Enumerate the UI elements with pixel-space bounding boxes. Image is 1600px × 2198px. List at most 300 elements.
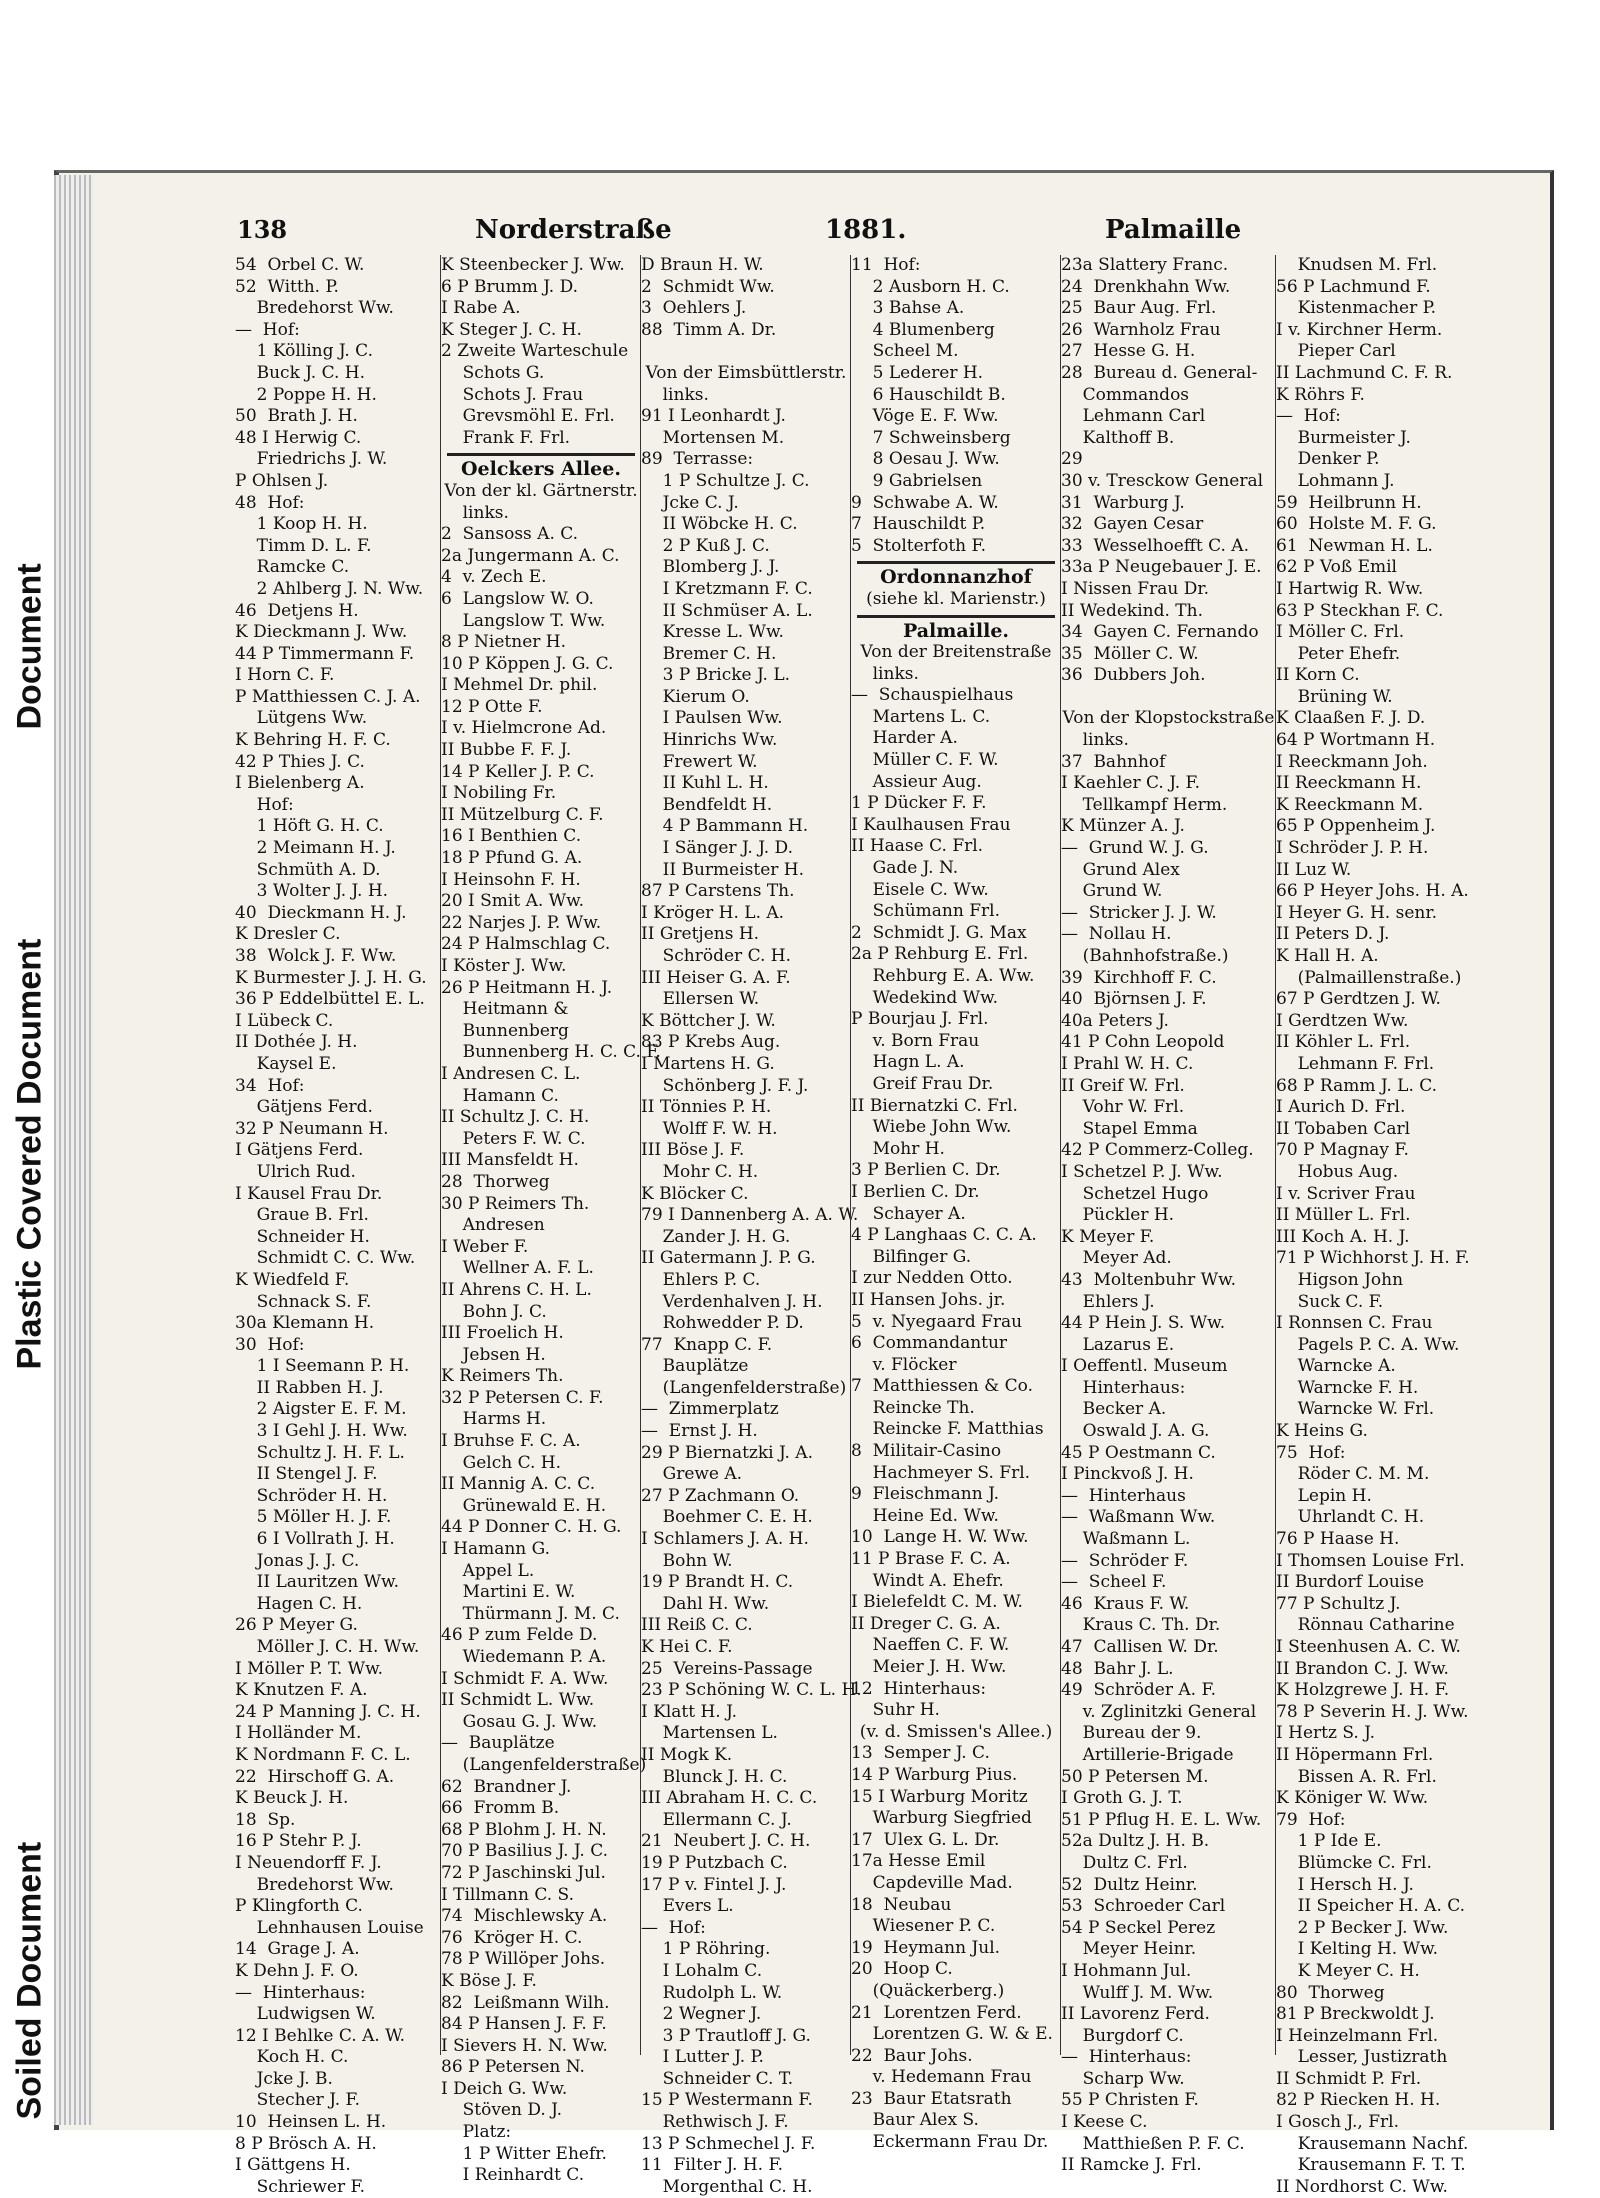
- directory-entry: II Dothée J. H.: [235, 1032, 358, 1053]
- directory-entry: Kraus C. Th. Dr.: [1061, 1615, 1221, 1636]
- directory-entry: Krausemann Nachf.: [1276, 2133, 1469, 2154]
- directory-entry: II Tobaben Carl: [1276, 1118, 1411, 1139]
- directory-entry: 72 P Jaschinski Jul.: [441, 1862, 606, 1883]
- directory-entry: 16 I Benthien C.: [441, 826, 582, 847]
- directory-entry: I Thomsen Louise Frl.: [1276, 1550, 1465, 1571]
- directory-entry: I Weber F.: [441, 1236, 529, 1257]
- directory-entry: Schönberg J. F. J.: [641, 1075, 809, 1096]
- directory-entry: II Luz W.: [1276, 859, 1352, 880]
- directory-entry: (Langenfelderstraße): [441, 1754, 647, 1775]
- directory-entry: I Klatt H. J.: [641, 1701, 737, 1722]
- directory-entry: I Hersch H. J.: [1276, 1874, 1414, 1895]
- directory-entry: Harder A.: [851, 728, 958, 749]
- directory-entry: 62 P Voß Emil: [1276, 557, 1397, 578]
- directory-entry: 1 P Witter Ehefr.: [441, 2143, 607, 2164]
- directory-entry: Koch H. C.: [235, 2047, 349, 2068]
- directory-entry: II Tönnies P. H.: [641, 1097, 772, 1118]
- directory-entry: II Lauritzen Ww.: [235, 1572, 399, 1593]
- directory-entry: I Schröder J. P. H.: [1276, 838, 1429, 859]
- directory-entry: 46 Kraus F. W.: [1061, 1593, 1190, 1614]
- directory-entry: Rönnau Catharine: [1276, 1615, 1455, 1636]
- directory-page: [235, 215, 1540, 2197]
- directory-entry: Tellkampf Herm.: [1061, 794, 1228, 815]
- directory-entry: Kierum O.: [641, 686, 750, 707]
- directory-entry: 9 Fleischmann J.: [851, 1484, 1000, 1505]
- directory-entry: 80 Thorweg: [1276, 1982, 1385, 2003]
- directory-entry: 87 P Carstens Th.: [641, 881, 795, 902]
- directory-entry: I Tillmann C. S.: [441, 1884, 574, 1905]
- directory-entry: K Burmester J. J. H. G.: [235, 967, 427, 988]
- directory-entry: 1 P Dücker F. F.: [851, 793, 987, 814]
- directory-entry: Wulff J. M. Ww.: [1061, 1982, 1214, 2003]
- column-4: [850, 255, 1061, 2153]
- directory-entry: 31 Warburg J.: [1061, 492, 1185, 513]
- directory-entry: II Schmüser A. L.: [641, 600, 813, 621]
- year: 1881.: [825, 215, 907, 245]
- directory-entry: 36 Dubbers Joh.: [1061, 665, 1206, 686]
- directory-entry: 4 P Bammann H.: [641, 816, 809, 837]
- directory-entry: Vöge E. F. Ww.: [851, 406, 999, 427]
- directory-entry: Waßmann L.: [1061, 1529, 1191, 1550]
- directory-entry: 52 Dultz Heinr.: [1061, 1874, 1198, 1895]
- directory-entry: III Koch A. H. J.: [1276, 1226, 1410, 1247]
- directory-entry: I Lübeck C.: [235, 1010, 334, 1031]
- directory-entry: 27 Hesse G. H.: [1061, 341, 1196, 362]
- directory-entry: III Böse J. F.: [641, 1140, 745, 1161]
- directory-entry: Boehmer C. E. H.: [641, 1507, 813, 1528]
- directory-entry: 77 P Schultz J.: [1276, 1593, 1401, 1614]
- directory-entry: P Ohlsen J.: [235, 470, 329, 491]
- directory-entry: Hagen C. H.: [235, 1593, 363, 1614]
- directory-entry: 6 P Brumm J. D.: [441, 276, 579, 297]
- directory-entry: Stecher J. F.: [235, 2090, 361, 2111]
- directory-entry: Hinrichs Ww.: [641, 730, 778, 751]
- directory-entry: K Böse J. F.: [441, 1970, 537, 1991]
- directory-entry: Oswald J. A. G.: [1061, 1421, 1210, 1442]
- directory-entry: I Horn C. F.: [235, 665, 335, 686]
- directory-entry: 6 I Vollrath J. H.: [235, 1529, 395, 1550]
- directory-entry: Evers L.: [641, 1896, 734, 1917]
- directory-entry: K Reimers Th.: [441, 1366, 564, 1387]
- page-edges: [54, 175, 94, 2125]
- directory-entry: Warncke W. Frl.: [1276, 1399, 1435, 1420]
- directory-entry: 13 Semper J. C.: [851, 1743, 990, 1764]
- directory-entry: II Bubbe F. F. J.: [441, 740, 572, 761]
- directory-entry: 40 Dieckmann H. J.: [235, 902, 407, 923]
- directory-entry: I Kelting H. Ww.: [1276, 1939, 1439, 1960]
- directory-entry: Scharp Ww.: [1061, 2068, 1185, 2089]
- directory-entry: Schümann Frl.: [851, 901, 1000, 922]
- directory-entry: Dahl H. Ww.: [641, 1593, 770, 1614]
- directory-entry: 23 Baur Etatsrath: [851, 2088, 1012, 2109]
- directory-entry: 34 Hof:: [235, 1075, 305, 1096]
- directory-entry: 68 P Blohm J. H. N.: [441, 1819, 607, 1840]
- directory-entry: 30a Klemann H.: [235, 1313, 375, 1334]
- directory-entry: I Hohmann Jul.: [1061, 1960, 1192, 1981]
- directory-entry: II Höpermann Frl.: [1276, 1744, 1434, 1765]
- directory-entry: Schröder C. H.: [641, 946, 792, 966]
- directory-entry: Hamann C.: [441, 1085, 559, 1106]
- directory-entry: II Ahrens C. H. L.: [441, 1279, 592, 1300]
- directory-entry: Knudsen M. Frl.: [1276, 255, 1438, 275]
- directory-entry: II Mogk K.: [641, 1744, 733, 1765]
- directory-entry: Kaysel E.: [235, 1053, 337, 1074]
- directory-entry: I Gerdtzen Ww.: [1276, 1010, 1409, 1031]
- directory-entry: Lazarus E.: [1061, 1334, 1175, 1355]
- directory-entry: K Nordmann F. C. L.: [235, 1744, 411, 1765]
- directory-entry: K Heins G.: [1276, 1421, 1368, 1442]
- directory-entry: I Sänger J. J. D.: [641, 838, 793, 859]
- directory-entry: P Matthiessen C. J. A.: [235, 686, 421, 707]
- directory-entry: — Grund W. J. G.: [1061, 838, 1209, 859]
- directory-entry: Schots J. Frau: [441, 384, 584, 405]
- directory-entry: Blomberg J. J.: [641, 557, 780, 578]
- directory-entry: Grund Alex: [1061, 859, 1180, 880]
- directory-entry: 13 P Schmechel J. F.: [641, 2133, 816, 2154]
- directory-entry: Wiesener P. C.: [851, 1916, 996, 1937]
- directory-entry: Lorentzen G. W. & E.: [851, 2024, 1053, 2045]
- directory-entry: I Ronnsen C. Frau: [1276, 1313, 1433, 1334]
- directory-entry: 18 P Pfund G. A.: [441, 848, 583, 869]
- directory-entry: Hobus Aug.: [1276, 1161, 1399, 1182]
- directory-entry: 24 P Manning J. C. H.: [235, 1701, 421, 1722]
- directory-entry: I Möller P. T. Ww.: [235, 1658, 384, 1679]
- directory-entry: 42 P Thies J. C.: [235, 751, 365, 772]
- directory-entry: III Froelich H.: [441, 1323, 564, 1344]
- section-heading: Palmaille.: [902, 619, 1010, 642]
- directory-entry: P Bourjau J. Frl.: [851, 1009, 989, 1030]
- directory-entry: 19 Heymann Jul.: [851, 1937, 1001, 1958]
- directory-entry: Mohr H.: [851, 1138, 945, 1159]
- directory-entry: Gade J. N.: [851, 858, 959, 879]
- directory-entry: 14 P Keller J. P. C.: [441, 761, 595, 782]
- directory-entry: Verdenhalven J. H.: [641, 1291, 823, 1312]
- directory-entry: Kalthoff B.: [1061, 427, 1175, 448]
- directory-entry: II Mützelburg C. F.: [441, 804, 604, 825]
- directory-entry: K Claaßen F. J. D.: [1276, 708, 1426, 729]
- directory-entry: 9 Schwabe A. W.: [851, 492, 999, 513]
- directory-entry: Thürmann J. M. C.: [441, 1603, 620, 1624]
- column-3: [640, 255, 862, 2197]
- directory-entry: links.: [1061, 730, 1129, 751]
- directory-entry: — Schauspielhaus: [851, 685, 1014, 706]
- section-rule: [857, 615, 1055, 618]
- directory-entry: Stapel Emma: [1061, 1118, 1198, 1139]
- directory-entry: Burgdorf C.: [1061, 2025, 1184, 2046]
- directory-entry: — Hof:: [1276, 406, 1341, 427]
- directory-entry: Lesser, Justizrath: [1276, 2047, 1448, 2068]
- directory-entry: K Münzer A. J.: [1061, 816, 1185, 837]
- directory-entry: Vohr W. Frl.: [1061, 1097, 1185, 1118]
- directory-entry: I Kaulhausen Frau: [851, 814, 1011, 835]
- directory-entry: 2 Meimann H. J.: [235, 838, 396, 859]
- directory-entry: 3 Oehlers J.: [641, 298, 747, 319]
- directory-entry: — Stricker J. J. W.: [1061, 902, 1217, 923]
- page-header: [235, 215, 1540, 255]
- directory-entry: 67 P Gerdtzen J. W.: [1276, 989, 1441, 1010]
- directory-entry: K Meyer C. H.: [1276, 1960, 1420, 1981]
- directory-entry: II Korn C.: [1276, 665, 1360, 686]
- directory-entry: Bohn J. C.: [441, 1301, 547, 1322]
- directory-entry: 63 P Steckhan F. C.: [1276, 600, 1444, 621]
- directory-entry: Matthießen P. F. C.: [1061, 2133, 1245, 2154]
- directory-entry: 33 Wesselhoefft C. A.: [1061, 535, 1249, 556]
- directory-entry: K Blöcker C.: [641, 1183, 749, 1204]
- directory-entry: II Brandon C. J. Ww.: [1276, 1658, 1449, 1679]
- directory-entry: II Dreger C. G. A.: [851, 1613, 1001, 1634]
- directory-entry: I Nobiling Fr.: [441, 783, 557, 804]
- directory-entry: 2 P Becker J. Ww.: [1276, 1917, 1449, 1938]
- directory-entry: Warburg Siegfried: [851, 1808, 1032, 1829]
- directory-entry: 11 P Brase F. C. A.: [851, 1549, 1011, 1570]
- directory-entry: — Zimmerplatz: [641, 1399, 779, 1420]
- directory-entry: I Gätjens Ferd.: [235, 1140, 364, 1161]
- directory-entry: 8 Militair-Casino: [851, 1441, 1002, 1462]
- directory-entry: K Reeckmann M.: [1276, 794, 1424, 815]
- directory-entry: II Stengel J. F.: [235, 1464, 378, 1485]
- directory-entry: 30 v. Tresckow General: [1061, 470, 1264, 491]
- directory-entry: 10 P Köppen J. G. C.: [441, 653, 614, 674]
- directory-entry: — Hinterhaus:: [1061, 2047, 1192, 2068]
- directory-entry: 77 Knapp C. F.: [641, 1334, 773, 1355]
- directory-entry: Becker A.: [1061, 1399, 1167, 1420]
- directory-entry: I Paulsen Ww.: [641, 708, 783, 729]
- directory-entry: 2 Wegner J.: [641, 2004, 762, 2025]
- directory-entry: Andresen: [441, 1215, 545, 1236]
- directory-entry: 45 P Oestmann C.: [1061, 1442, 1216, 1463]
- directory-entry: Wellner A. F. L.: [441, 1258, 594, 1279]
- directory-entry: 70 P Basilius J. J. C.: [441, 1841, 609, 1862]
- directory-entry: Gätjens Ferd.: [235, 1097, 373, 1118]
- directory-entry: Hinterhaus:: [1061, 1377, 1186, 1398]
- directory-entry: Wolff F. W. H.: [641, 1118, 778, 1139]
- directory-entry: 3 P Berlien C. Dr.: [851, 1160, 1001, 1181]
- directory-entry: 29: [1061, 449, 1083, 470]
- directory-entry: I Kretzmann F. C.: [641, 578, 813, 599]
- directory-entry: I Reinhardt C.: [441, 2165, 585, 2186]
- directory-entry: 66 P Heyer Johs. H. A.: [1276, 881, 1469, 902]
- directory-entry: I Deich G. Ww.: [441, 2078, 568, 2099]
- directory-entry: II Lachmund C. F. R.: [1276, 362, 1453, 383]
- directory-entry: 60 Holste M. F. G.: [1276, 514, 1437, 535]
- directory-entry: 4 v. Zech E.: [441, 567, 547, 588]
- section-heading: Oelckers Allee.: [461, 458, 621, 481]
- directory-entry: links.: [441, 502, 509, 523]
- directory-entry: 65 P Oppenheim J.: [1276, 816, 1436, 837]
- directory-entry: — Schröder F.: [1061, 1550, 1189, 1571]
- directory-entry: I zur Nedden Otto.: [851, 1268, 1013, 1289]
- directory-entry: Möller J. C. H. Ww.: [235, 1637, 420, 1657]
- directory-entry: Blunck J. H. C.: [641, 1766, 788, 1787]
- directory-entry: 76 Kröger H. C.: [441, 1927, 583, 1948]
- directory-entry: K Dieckmann J. Ww.: [235, 622, 408, 643]
- directory-entry: II Gatermann J. P. G.: [641, 1248, 816, 1269]
- directory-entry: 79 I Dannenberg A. A. W.: [641, 1205, 859, 1226]
- directory-entry: 2a Jungermann A. C.: [441, 545, 620, 566]
- directory-entry: links.: [641, 384, 709, 405]
- directory-entry: Grünewald E. H.: [441, 1495, 607, 1516]
- directory-entry: Bohn W.: [641, 1550, 733, 1571]
- directory-entry: Buck J. C. H.: [235, 362, 366, 383]
- directory-entry: 5 Stolterfoth F.: [851, 535, 987, 556]
- directory-entry: Krausemann F. T. T.: [1276, 2155, 1466, 2176]
- section-heading: Ordonnanzhof: [880, 566, 1032, 589]
- directory-entry: I Schlamers J. A. H.: [641, 1529, 809, 1550]
- directory-entry: Ellersen W.: [641, 989, 760, 1010]
- side-label-text-2: Soiled Document: [10, 1841, 49, 2120]
- directory-entry: 81 P Breckwoldt J.: [1276, 2004, 1435, 2025]
- directory-entry: 23 P Schöning W. C. L. H.: [641, 1680, 862, 1701]
- directory-entry: 2 Ahlberg J. N. Ww.: [235, 578, 424, 599]
- directory-entry: Pagels P. C. A. Ww.: [1276, 1334, 1460, 1355]
- directory-entry: I Groth G. J. T.: [1061, 1788, 1183, 1809]
- directory-entry: I Rabe A.: [441, 298, 521, 319]
- directory-entry: II Reeckmann H.: [1276, 773, 1422, 794]
- directory-entry: II Mannig A. C. C.: [441, 1474, 596, 1495]
- column-1: [235, 255, 440, 2197]
- directory-entry: I Heyer G. H. senr.: [1276, 902, 1438, 923]
- directory-entry: Martensen L.: [641, 1723, 778, 1744]
- directory-entry: Burmeister J.: [1276, 427, 1411, 448]
- directory-entry: K Behring H. F. C.: [235, 730, 391, 751]
- directory-entry: 12 I Behlke C. A. W.: [235, 2025, 406, 2046]
- directory-entry: K Meyer F.: [1061, 1226, 1155, 1247]
- street-title-right: Palmaille: [1105, 215, 1242, 245]
- directory-entry: Suck C. F.: [1276, 1291, 1384, 1312]
- directory-entry: 22 Baur Johs.: [851, 2045, 973, 2066]
- directory-entry: 20 I Smit A. Ww.: [441, 891, 585, 912]
- directory-entry: I Möller C. Frl.: [1276, 622, 1405, 643]
- directory-entry: Capdeville Mad.: [851, 1872, 1013, 1893]
- directory-entry: 68 P Ramm J. L. C.: [1276, 1075, 1438, 1096]
- directory-entry: Harms H.: [441, 1409, 547, 1430]
- directory-entry: 7 Hauschildt P.: [851, 514, 986, 535]
- directory-entry: Graue B. Frl.: [235, 1205, 369, 1226]
- directory-entry: Bunnenberg: [441, 1020, 569, 1041]
- directory-entry: 56 P Lachmund F.: [1276, 276, 1431, 297]
- directory-entry: I Reeckmann Joh.: [1276, 751, 1428, 772]
- directory-entry: [641, 341, 851, 363]
- directory-entry: 3 P Trautloff J. G.: [641, 2025, 811, 2046]
- directory-entry: Rohwedder P. D.: [641, 1313, 804, 1334]
- directory-entry: — Scheel F.: [1061, 1572, 1167, 1593]
- directory-entry: 25 Baur Aug. Frl.: [1061, 298, 1217, 319]
- directory-entry: 75 Hof:: [1276, 1442, 1346, 1463]
- directory-entry: Martens L. C.: [851, 706, 991, 727]
- directory-entry: Grevsmöhl E. Frl.: [441, 406, 615, 427]
- directory-entry: Mohr C. H.: [641, 1161, 759, 1182]
- directory-entry: 12 P Otte F.: [441, 696, 543, 717]
- directory-entry: K Dehn J. F. O.: [235, 1960, 359, 1981]
- directory-entry: 43 Moltenbuhr Ww.: [1061, 1269, 1237, 1290]
- directory-entry: — Hinterhaus:: [235, 1982, 366, 2003]
- directory-entry: 48 Hof:: [235, 492, 305, 513]
- directory-entry: 14 P Warburg Pius.: [851, 1764, 1018, 1785]
- directory-entry: I Berlien C. Dr.: [851, 1181, 980, 1202]
- directory-entry: 2 Ausborn H. C.: [851, 276, 1010, 297]
- directory-entry: 23a Slattery Franc.: [1061, 255, 1229, 275]
- directory-entry: Zander J. H. G.: [641, 1226, 791, 1247]
- directory-entry: II Müller L. Frl.: [1276, 1205, 1411, 1226]
- directory-entry: 76 P Haase H.: [1276, 1529, 1400, 1550]
- directory-entry: Schultz J. H. F. L.: [235, 1442, 405, 1463]
- directory-entry: 79 Hof:: [1276, 1809, 1346, 1830]
- directory-entry: [851, 2154, 1061, 2176]
- directory-entry: 24 Drenkhahn Ww.: [1061, 276, 1231, 297]
- directory-entry: Jonas J. J. C.: [235, 1550, 360, 1571]
- directory-entry: Bureau der 9.: [1061, 1723, 1202, 1744]
- side-label-text-1: Plastic Covered Document: [10, 938, 49, 1370]
- column-5: [1060, 255, 1276, 2176]
- directory-entry: Peter Ehefr.: [1276, 643, 1401, 664]
- directory-entry: K Steger J. C. H.: [441, 319, 582, 340]
- directory-entry: Windt A. Ehefr.: [851, 1570, 1004, 1591]
- directory-entry: 32 Gayen Cesar: [1061, 514, 1204, 535]
- directory-entry: Müller C. F. W.: [851, 750, 999, 771]
- directory-entry: [1061, 2177, 1276, 2198]
- directory-entry: 21 Neubert J. C. H.: [641, 1831, 811, 1852]
- directory-entry: 42 P Commerz-Colleg.: [1061, 1140, 1254, 1161]
- directory-entry: links.: [851, 663, 919, 684]
- directory-entry: Rudolph L. W.: [641, 1982, 783, 2003]
- directory-entry: Gosau G. J. Ww.: [441, 1711, 598, 1732]
- directory-entry: v. Hedemann Frau: [851, 2067, 1032, 2088]
- directory-entry: 83 P Krebs Aug.: [641, 1032, 781, 1053]
- directory-entry: Assieur Aug.: [851, 771, 982, 792]
- directory-entry: P Klingforth C.: [235, 1896, 363, 1917]
- directory-entry: 66 Fromm B.: [441, 1798, 560, 1819]
- directory-entry: Schots G.: [441, 362, 545, 383]
- directory-entry: 50 P Petersen M.: [1061, 1766, 1209, 1787]
- directory-entry: Wedekind Ww.: [851, 987, 999, 1008]
- directory-entry: III Heiser G. A. F.: [641, 967, 791, 988]
- directory-entry: 30 P Reimers Th.: [441, 1193, 590, 1214]
- directory-entry: 28 Thorweg: [441, 1171, 550, 1192]
- directory-entry: 36 P Eddelbüttel E. L.: [235, 989, 425, 1010]
- directory-entry: Grewe A.: [641, 1464, 743, 1485]
- directory-entry: II Schmidt P. Frl.: [1276, 2068, 1422, 2089]
- directory-entry: [1061, 687, 1276, 709]
- directory-entry: Hachmeyer S. Frl.: [851, 1462, 1031, 1483]
- directory-entry: Bauplätze: [641, 1356, 749, 1377]
- directory-entry: Morgenthal C. H.: [641, 2176, 813, 2197]
- directory-entry: v. Zglinitzki General: [1061, 1701, 1257, 1722]
- directory-entry: Stöven D. J.: [441, 2100, 563, 2121]
- directory-entry: 5 Lederer H.: [851, 362, 984, 383]
- directory-entry: 86 P Petersen N.: [441, 2057, 585, 2078]
- directory-entry: Von der Eimsbüttlerstr.: [645, 362, 847, 383]
- directory-entry: Lohmann J.: [1276, 470, 1395, 491]
- directory-entry: Bilfinger G.: [851, 1246, 972, 1267]
- directory-entry: 48 I Herwig C.: [235, 427, 362, 448]
- directory-entry: — Hof:: [641, 1917, 706, 1938]
- directory-entry: Wiebe John Ww.: [851, 1117, 1012, 1138]
- directory-entry: Langslow T. Ww.: [441, 610, 606, 631]
- directory-entry: Hagn L. A.: [851, 1052, 965, 1073]
- directory-entry: I Keese C.: [1061, 2112, 1148, 2133]
- directory-entry: 15 I Warburg Moritz: [851, 1786, 1028, 1807]
- directory-entry: 15 P Westermann F.: [641, 2090, 813, 2111]
- directory-entry: Schriewer F.: [235, 2176, 366, 2197]
- directory-entry: Warncke A.: [1276, 1356, 1396, 1377]
- directory-entry: 6 Langslow W. O.: [441, 588, 594, 609]
- directory-entry: I Heinsohn F. H.: [441, 869, 581, 890]
- directory-entry: 3 Wolter J. J. H.: [235, 881, 389, 902]
- directory-entry: I Neuendorff F. J.: [235, 1852, 382, 1873]
- directory-entry: 3 I Gehl J. H. Ww.: [235, 1421, 408, 1442]
- directory-entry: 24 P Halmschlag C.: [441, 934, 611, 955]
- directory-entry: 3 P Bricke J. L.: [641, 665, 791, 686]
